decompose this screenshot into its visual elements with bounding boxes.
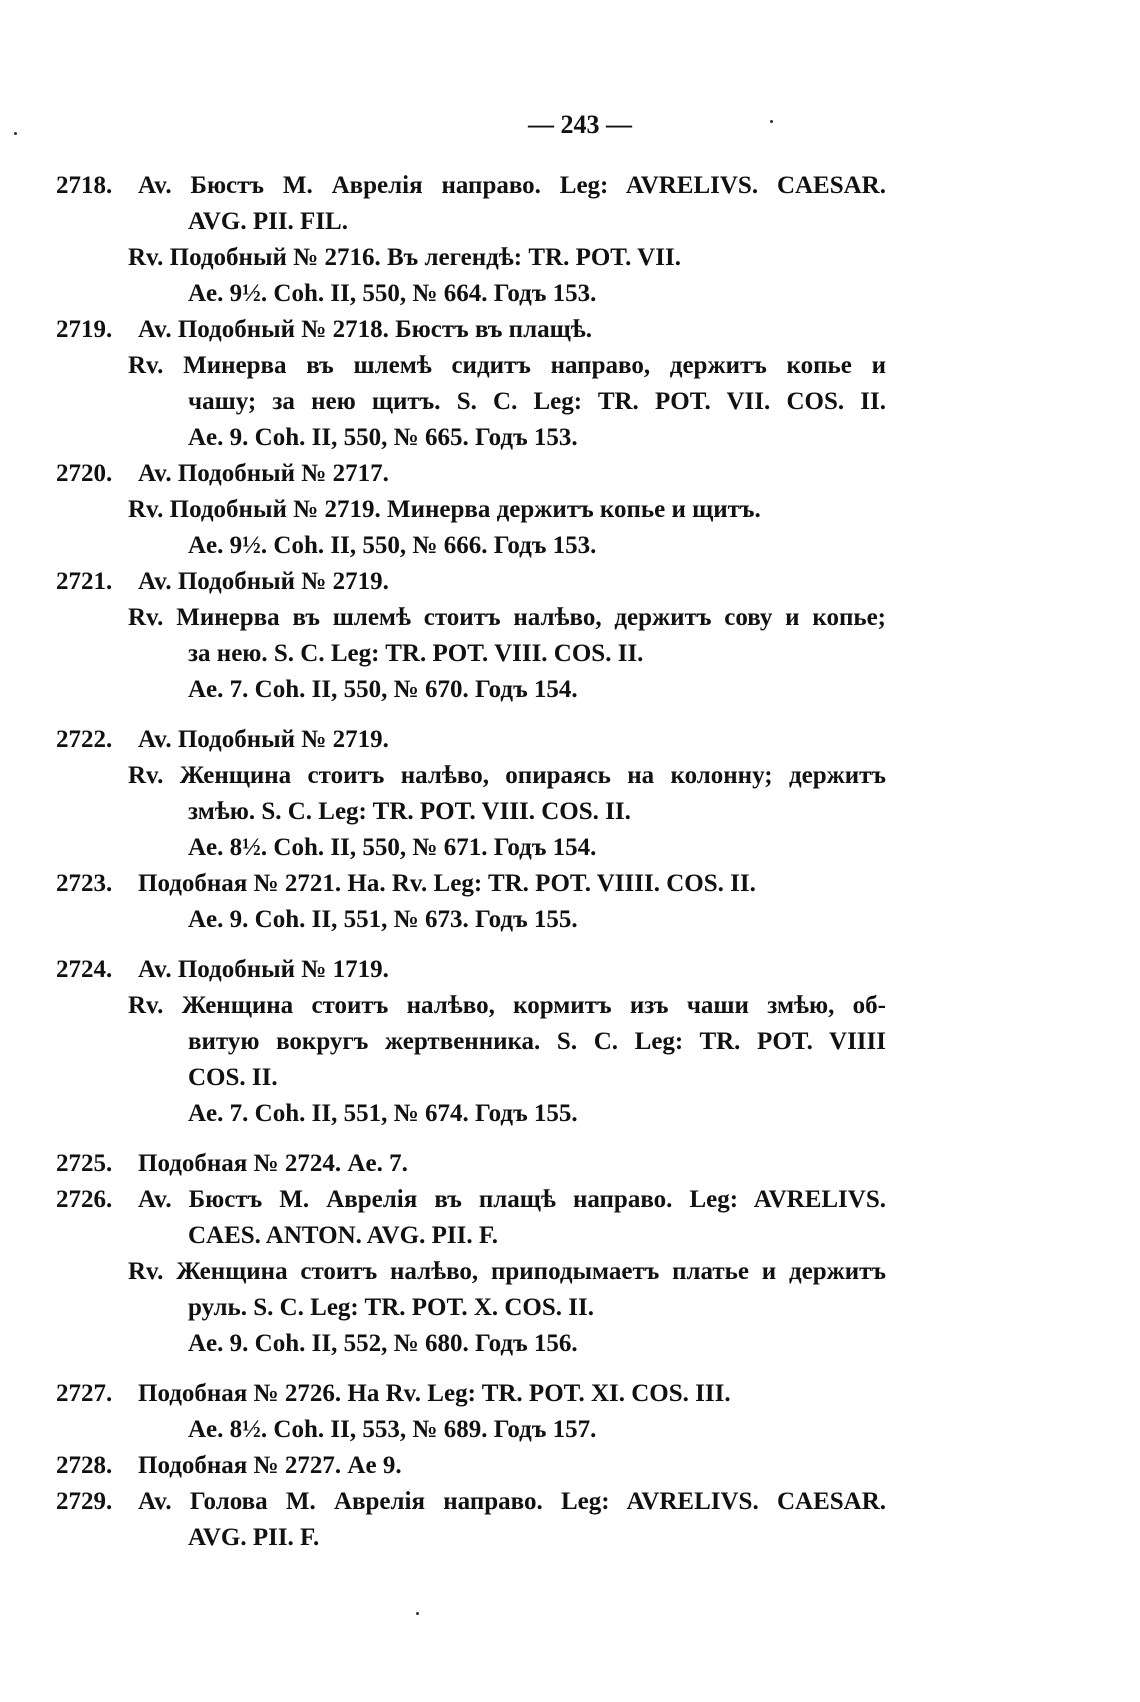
reverse-line: руль. S. C. Leg: TR. POT. X. COS. II. [188, 1294, 594, 1321]
entry-line: Подобная № 2724. Ae. 7. [138, 1150, 408, 1177]
entry-2728 [56, 1448, 886, 1484]
obverse-line: Av. Бюстъ M. Аврелія въ плащѣ направо. Leg: AVRELIVS. [138, 1186, 886, 1213]
obverse-line: Av. Подобный № 1719. [138, 956, 389, 983]
entry-2723 [56, 866, 886, 938]
page-number: — 243 — [528, 110, 632, 139]
reverse-line: Rv. Подобный № 2716. Въ легендѣ: TR. POT. VII. [128, 244, 681, 271]
entry-number: 2724. [56, 956, 113, 983]
entry-number: 2727. [56, 1380, 113, 1407]
entry-number: 2718. [56, 172, 113, 199]
reference-line: Ae. 9½. Coh. II, 550, № 666. Годъ 153. [188, 532, 597, 559]
reverse-line: Rv. Подобный № 2719. Минерва держитъ копье и щитъ. [128, 496, 761, 523]
reference-line: Ae. 8½. Coh. II, 553, № 689. Годъ 157. [188, 1416, 597, 1443]
entry-2718 [56, 168, 886, 312]
reference-line: Ae. 9. Coh. II, 552, № 680. Годъ 156. [188, 1330, 578, 1357]
entry-number: 2721. [56, 568, 113, 595]
entry-2721 [56, 564, 886, 708]
obverse-line: AVG. PII. F. [188, 1524, 320, 1551]
obverse-line: Av. Бюстъ M. Аврелія направо. Leg: AVRELIVS. CAESAR. [138, 172, 886, 199]
reverse-line: Rv. Женщина стоитъ налѣво, опираясь на колонну; держитъ [128, 762, 886, 789]
reverse-line: Rv. Женщина стоитъ налѣво, приподымаетъ платье и держитъ [128, 1258, 886, 1285]
obverse-line: AVG. PII. FIL. [188, 208, 348, 235]
entry-2724 [56, 952, 886, 1132]
entry-line: Подобная № 2721. На. Rv. Leg: TR. POT. VIIII. COS. II. [138, 870, 756, 897]
entry-2726 [56, 1182, 886, 1362]
entry-2720 [56, 456, 886, 564]
reference-line: Ae. 9½. Coh. II, 550, № 664. Годъ 153. [188, 280, 597, 307]
obverse-line: Av. Подобный № 2717. [138, 460, 389, 487]
entry-2729 [56, 1484, 886, 1556]
reference-line: Ae. 7. Coh. II, 550, № 670. Годъ 154. [188, 676, 578, 703]
reference-line: Ae. 8½. Coh. II, 550, № 671. Годъ 154. [188, 834, 597, 861]
entry-line: Подобная № 2727. Ae 9. [138, 1452, 402, 1479]
reverse-line: чашу; за нею щитъ. S. C. Leg: TR. POT. VII. COS. II. [188, 388, 886, 415]
reverse-line: змѣю. S. C. Leg: TR. POT. VIII. COS. II. [188, 798, 631, 825]
entry-line: Подобная № 2726. На Rv. Leg: TR. POT. XI. COS. III. [138, 1380, 731, 1407]
scan-speck [14, 132, 17, 135]
reference-line: Ae. 7. Coh. II, 551, № 674. Годъ 155. [188, 1100, 578, 1127]
entry-number: 2726. [56, 1186, 113, 1213]
reverse-line: за нею. S. C. Leg: TR. POT. VIII. COS. II. [188, 640, 644, 667]
entry-2722 [56, 722, 886, 866]
entry-2725 [56, 1146, 886, 1182]
reference-line: Ae. 9. Coh. II, 550, № 665. Годъ 153. [188, 424, 578, 451]
reverse-line: Rv. Минерва въ шлемѣ стоитъ налѣво, держитъ сову и копье; [128, 604, 886, 631]
scan-speck [770, 120, 773, 123]
reverse-line: COS. II. [188, 1064, 278, 1091]
entry-2727 [56, 1376, 886, 1448]
entry-number: 2729. [56, 1488, 113, 1515]
entry-number: 2725. [56, 1150, 113, 1177]
reverse-line: Rv. Минерва въ шлемѣ сидитъ направо, держитъ копье и [128, 352, 886, 379]
obverse-line: CAES. ANTON. AVG. PII. F. [188, 1222, 499, 1249]
scan-speck [416, 1612, 419, 1615]
entry-number: 2719. [56, 316, 113, 343]
catalog-text [56, 168, 886, 1556]
entry-number: 2728. [56, 1452, 113, 1479]
obverse-line: Av. Голова M. Аврелія направо. Leg: AVRELIVS. CAESAR. [138, 1488, 886, 1515]
entry-number: 2720. [56, 460, 113, 487]
entry-number: 2723. [56, 870, 113, 897]
reference-line: Ae. 9. Coh. II, 551, № 673. Годъ 155. [188, 906, 578, 933]
obverse-line: Av. Подобный № 2719. [138, 568, 389, 595]
reverse-line: витую вокругъ жертвенника. S. C. Leg: TR. POT. VIIII [188, 1028, 886, 1055]
reverse-line: Rv. Женщина стоитъ налѣво, кормитъ изъ чаши змѣю, об- [128, 992, 886, 1019]
entry-2719 [56, 312, 886, 456]
obverse-line: Av. Подобный № 2718. Бюстъ въ плащѣ. [138, 316, 592, 343]
entry-number: 2722. [56, 726, 113, 753]
obverse-line: Av. Подобный № 2719. [138, 726, 389, 753]
